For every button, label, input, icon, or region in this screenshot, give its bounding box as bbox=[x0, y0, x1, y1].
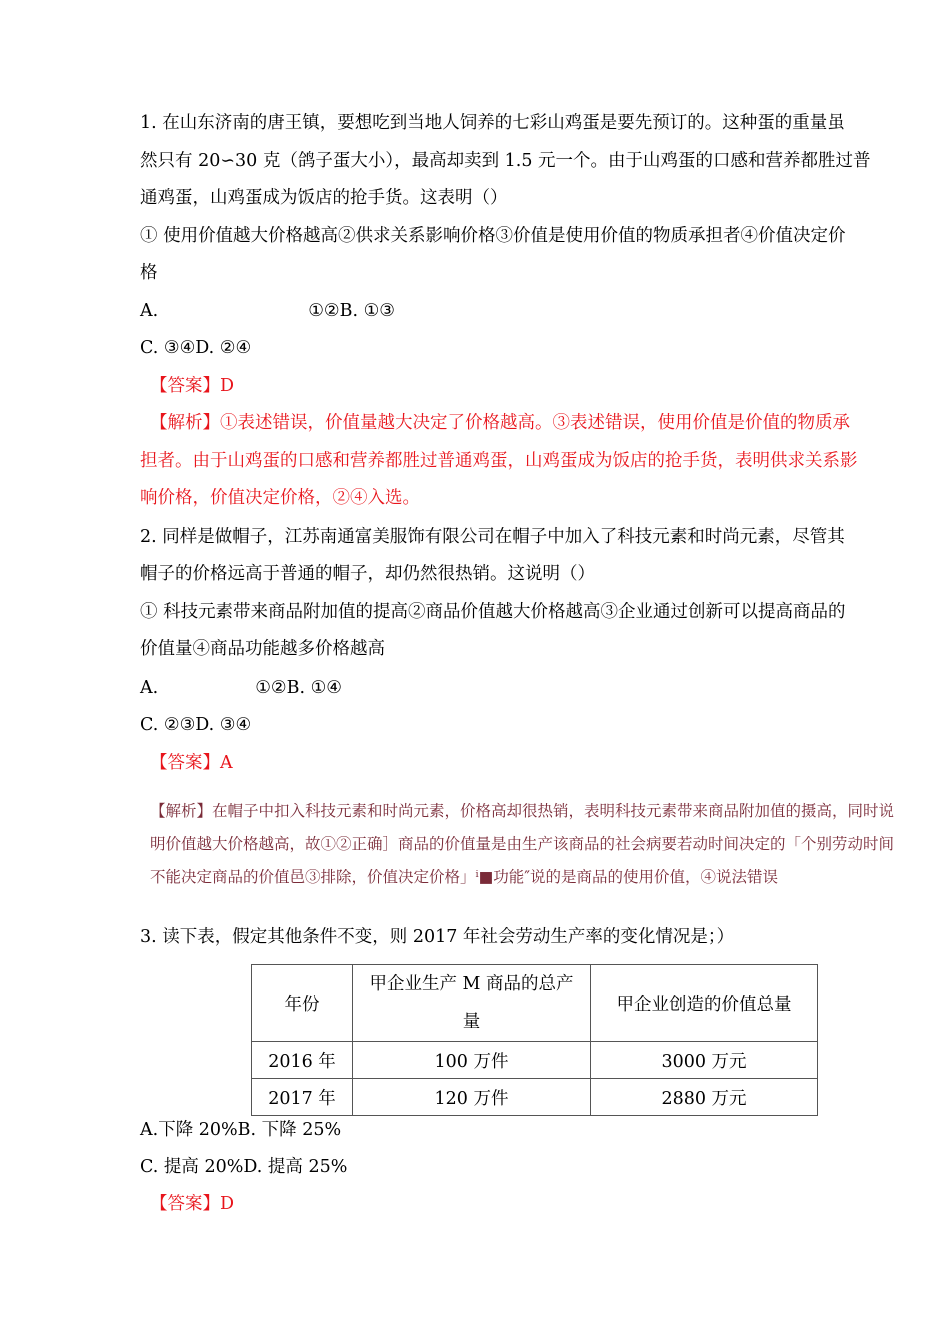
table-cell-value: 2880 万元 bbox=[591, 1079, 818, 1116]
table-header-output bbox=[353, 965, 591, 1042]
q1-option-ab bbox=[140, 300, 395, 322]
table-header-value: 甲企业创造的价值总量 bbox=[591, 965, 818, 1042]
q2-option-ab-rest: ①②B. ①④ bbox=[255, 678, 342, 698]
q2-analysis-line-1: 【解析】在帽子中扣入科技元素和时尚元素，价格高却很热销，表明科技元素带来商品附加值的摄高，同时说 bbox=[150, 802, 895, 820]
q2-statements-line-2: 价值量④商品功能越多价格越高 bbox=[140, 639, 385, 659]
table-cell-year: 2017 年 bbox=[252, 1079, 353, 1116]
q2-stem-line-2: 帽子的价格远高于普通的帽子，却仍然很热销。这说明（） bbox=[140, 564, 595, 584]
q1-stem-line-3: 通鸡蛋，山鸡蛋成为饭店的抢手货。这表明（） bbox=[140, 188, 508, 208]
q3-stem: 3. 读下表，假定其他条件不变，则 2017 年社会劳动生产率的变化情况是；） bbox=[140, 927, 735, 947]
q2-answer: 【答案】A bbox=[150, 753, 233, 773]
table-header-row bbox=[252, 965, 818, 1042]
q1-statements-line-1: ① 使用价值越大价格越高②供求关系影响价格③价值是使用价值的物质承担者④价值决定价 bbox=[140, 226, 846, 246]
q1-option-a-label: A. bbox=[140, 301, 159, 321]
q1-answer: 【答案】D bbox=[150, 376, 235, 396]
q2-analysis-line-2: 明价值越大价格越高，故①②正确］商品的价值量是由生产该商品的社会病要若动时间决定的「个别劳动时间 bbox=[150, 835, 895, 853]
q2-analysis-line-3: 不能决定商品的价值邑③排除，价值决定价格」ⁱ■功能″说的是商品的使用价值，④说法错误 bbox=[150, 868, 779, 886]
table-header-year: 年份 bbox=[252, 965, 353, 1042]
q1-statements-line-2: 格 bbox=[140, 263, 158, 283]
q3-answer: 【答案】D bbox=[150, 1194, 235, 1214]
q1-stem-line-2: 然只有 20∽30 克（鸽子蛋大小），最高却卖到 1.5 元一个。由于山鸡蛋的口感和营养都胜过普 bbox=[140, 151, 871, 171]
table-cell-output: 100 万件 bbox=[353, 1042, 591, 1079]
table-header-output-line-2: 量 bbox=[462, 1012, 481, 1032]
q3-data-table bbox=[251, 964, 818, 1116]
q1-analysis-line-1: 【解析】①表述错误，价值量越大决定了价格越高。③表述错误，使用价值是价值的物质承 bbox=[150, 413, 850, 433]
q2-option-a-label: A. bbox=[140, 678, 159, 698]
q3-option-ab: A.下降 20%B. 下降 25% bbox=[140, 1120, 342, 1140]
q2-stem-line-1: 2. 同样是做帽子，江苏南通富美服饰有限公司在帽子中加入了科技元素和时尚元素，尽管其 bbox=[140, 527, 845, 547]
q1-stem-line-1: 1. 在山东济南的唐王镇，要想吃到当地人饲养的七彩山鸡蛋是要先预订的。这种蛋的重量虽 bbox=[140, 113, 845, 133]
q2-statements-line-1: ① 科技元素带来商品附加值的提高②商品价值越大价格越高③企业通过创新可以提高商品的 bbox=[140, 602, 846, 622]
table-header-output-line-1: 甲企业生产 M 商品的总产 bbox=[369, 974, 574, 994]
table-cell-value: 3000 万元 bbox=[591, 1042, 818, 1079]
q2-option-ab bbox=[140, 677, 342, 699]
q2-option-cd: C. ②③D. ③④ bbox=[140, 715, 252, 735]
table-cell-output: 120 万件 bbox=[353, 1079, 591, 1116]
table-row bbox=[252, 1042, 818, 1079]
q3-option-cd: C. 提高 20%D. 提高 25% bbox=[140, 1157, 348, 1177]
table-cell-year: 2016 年 bbox=[252, 1042, 353, 1079]
q1-option-cd: C. ③④D. ②④ bbox=[140, 338, 252, 358]
q1-analysis-line-3: 响价格，价值决定价格，②④入选。 bbox=[140, 488, 420, 508]
table-row bbox=[252, 1079, 818, 1116]
q1-analysis-line-2: 担者。由于山鸡蛋的口感和营养都胜过普通鸡蛋，山鸡蛋成为饭店的抢手货，表明供求关系影 bbox=[140, 451, 858, 471]
q1-option-ab-rest: ①②B. ①③ bbox=[308, 301, 395, 321]
